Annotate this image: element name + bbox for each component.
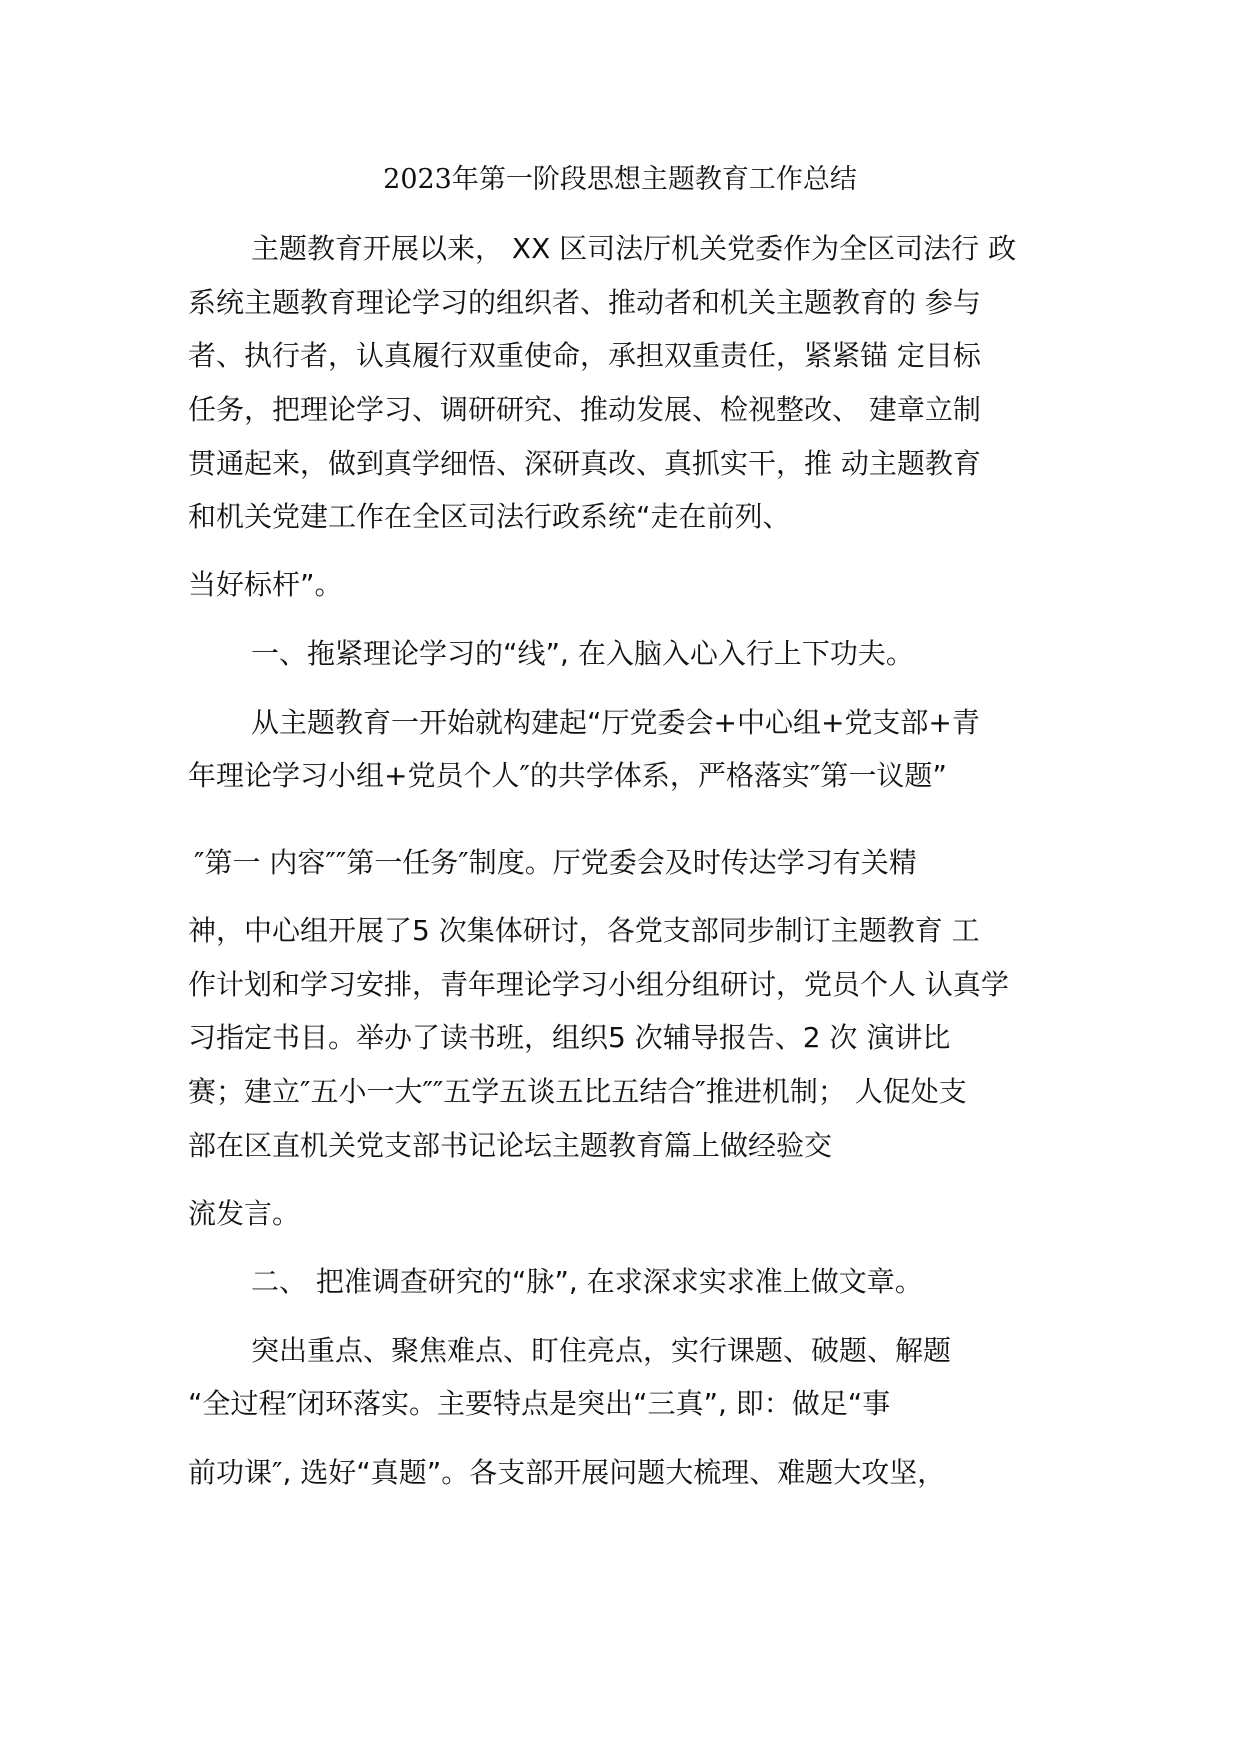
paragraph-line: 主题教育开展以来， XX 区司法厅机关党委作为全区司法行 政	[251, 232, 1017, 265]
paragraph-line: 年理论学习小组+党员个人″的共学体系，严格落实″第一议题”	[188, 759, 947, 792]
paragraph-line: 当好标杆”。	[188, 568, 343, 601]
paragraph-line: 神，中心组开展了5 次集体研讨，各党支部同步制订主题教育 工	[188, 914, 980, 947]
paragraph-line: 作计划和学习安排，青年理论学习小组分组研讨，党员个人 认真学	[188, 968, 1009, 1001]
paragraph-line: 赛；建立″五小一大″″五学五谈五比五结合″推进机制； 人促处支	[188, 1075, 967, 1108]
paragraph-line: 贯通起来，做到真学细悟、深研真改、真抓实干，推 动主题教育	[188, 447, 981, 480]
paragraph-line: 系统主题教育理论学习的组织者、推动者和机关主题教育的 参与	[188, 286, 981, 319]
document-title: 2023年第一阶段思想主题教育工作总结	[383, 164, 857, 195]
paragraph-line: “全过程″闭环落实。主要特点是突出“三真”, 即：做足“事	[188, 1387, 891, 1420]
paragraph-line: 部在区直机关党支部书记论坛主题教育篇上做经验交	[188, 1129, 833, 1162]
section-heading: 二、 把准调查研究的“脉”, 在求深求实求准上做文章。	[251, 1265, 923, 1298]
paragraph-line: 流发言。	[188, 1197, 301, 1230]
paragraph-line: ″第一 内容″″第一任务″制度。厅党委会及时传达学习有关精	[194, 846, 917, 879]
section-heading: 一、拖紧理论学习的“线”, 在入脑入心入行上下功夫。	[251, 637, 914, 670]
paragraph-line: 从主题教育一开始就构建起“厅党委会+中心组+党支部+青	[251, 706, 980, 739]
paragraph-line: 习指定书目。举办了读书班，组织5 次辅导报告、2 次 演讲比	[188, 1021, 951, 1054]
paragraph-line: 突出重点、聚焦难点、盯住亮点，实行课题、破题、解题	[251, 1334, 952, 1367]
paragraph-line: 前功课″, 选好“真题”。各支部开展问题大梳理、难题大攻坚，	[188, 1456, 946, 1489]
paragraph-line: 任务，把理论学习、调研研究、推动发展、检视整改、 建章立制	[188, 393, 981, 426]
paragraph-line: 者、执行者，认真履行双重使命，承担双重责任，紧紧锚 定目标	[188, 339, 981, 372]
paragraph-line: 和机关党建工作在全区司法行政系统“走在前列、	[188, 500, 791, 533]
